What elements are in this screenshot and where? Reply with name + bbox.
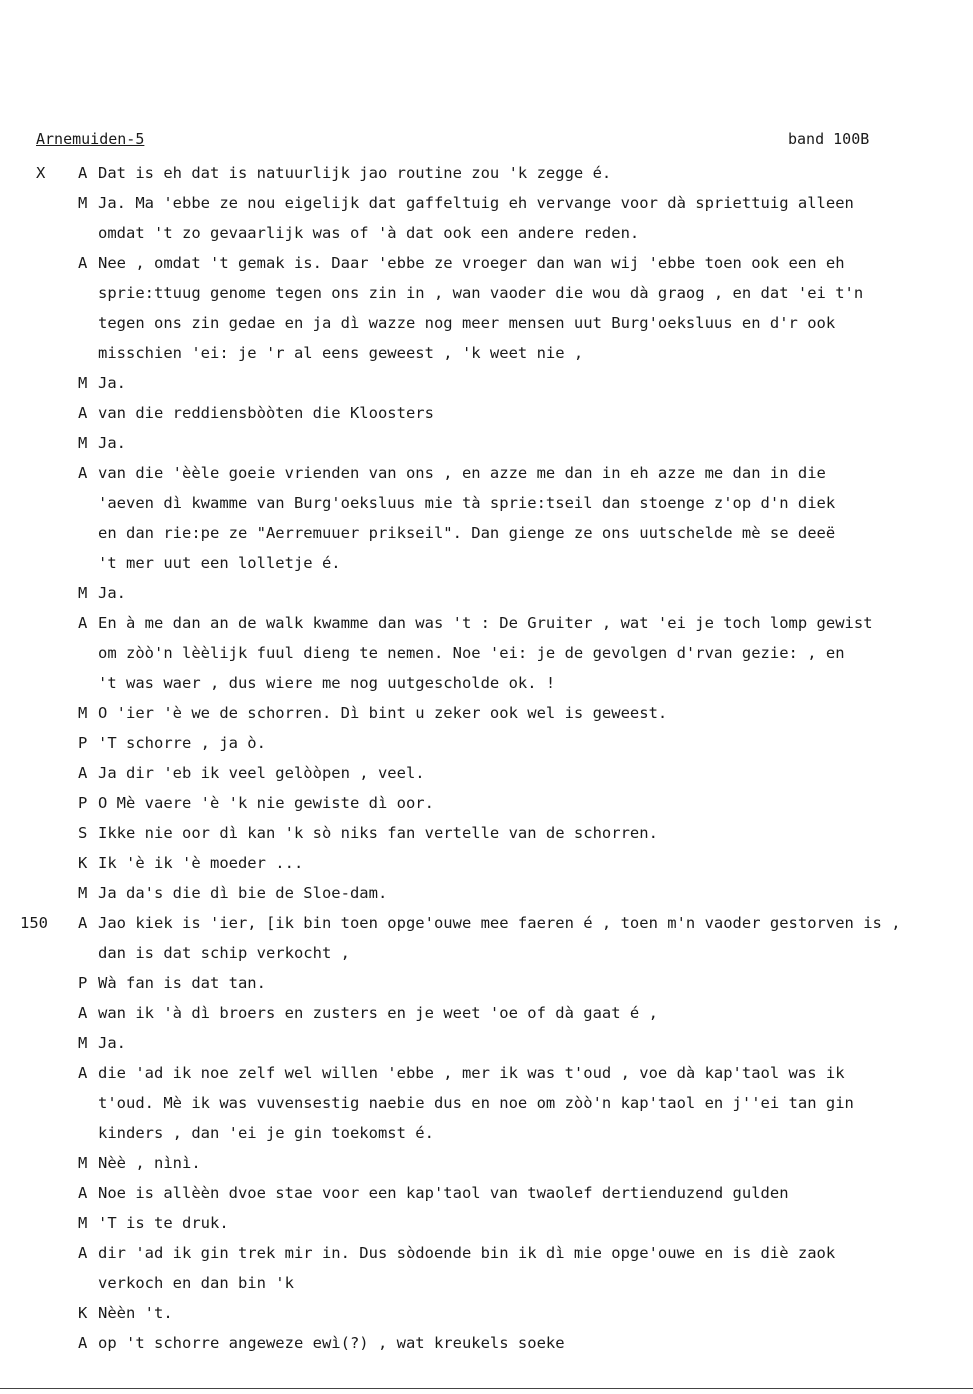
transcript-line — [0, 458, 973, 488]
line-text: Noe is allèèn dvoe stae voor een kap'taol van twaolef dertienduzend gulden — [98, 1184, 789, 1202]
transcript-line — [0, 248, 973, 278]
line-text: Ja dir 'eb ik veel gelòòpen , veel. — [98, 764, 425, 782]
speaker-label: A — [78, 1334, 88, 1352]
speaker-label: A — [78, 1064, 88, 1082]
transcript-line — [0, 878, 973, 908]
transcript-line — [0, 728, 973, 758]
speaker-label: K — [78, 854, 88, 872]
transcript-line — [0, 188, 973, 218]
transcript-line — [0, 1208, 973, 1238]
speaker-label: M — [78, 1214, 88, 1232]
transcript-line — [0, 758, 973, 788]
line-text: Dat is eh dat is natuurlijk jao routine zou 'k zegge é. — [98, 164, 612, 182]
transcript-line — [0, 278, 973, 308]
speaker-label: A — [78, 164, 88, 182]
transcript-line — [0, 1118, 973, 1148]
transcript-line — [0, 578, 973, 608]
line-text: en dan rie:pe ze "Aerremuuer prikseil". Dan gienge ze ons uutschelde mè se deeë — [98, 524, 836, 542]
line-text: Ja. — [98, 584, 126, 602]
transcript-line — [0, 818, 973, 848]
transcript-line — [0, 1028, 973, 1058]
transcript-line — [0, 1238, 973, 1268]
transcript-line — [0, 1088, 973, 1118]
transcript-line — [0, 308, 973, 338]
line-text: 't mer uut een lolletje é. — [98, 554, 341, 572]
line-text: dir 'ad ik gin trek mir in. Dus sòdoende bin ik dì mie opge'ouwe en is diè zaok — [98, 1244, 836, 1262]
speaker-label: A — [78, 914, 88, 932]
line-text: om zòò'n lèèlijk fuul dieng te nemen. Noe 'ei: je de gevolgen d'rvan gezie: , en — [98, 644, 845, 662]
line-text: van die reddiensbòòten die Kloosters — [98, 404, 434, 422]
line-text: t'oud. Mè ik was vuvensestig naebie dus en noe om zòò'n kap'taol en j''ei tan gin — [98, 1094, 854, 1112]
transcript-line — [0, 908, 973, 938]
transcript-line — [0, 1328, 973, 1358]
transcript-line — [0, 158, 973, 188]
line-text: Ja da's die dì bie de Sloe-dam. — [98, 884, 388, 902]
speaker-label: P — [78, 974, 88, 992]
speaker-label: M — [78, 584, 88, 602]
line-text: O 'ier 'è we de schorren. Dì bint u zeker ook wel is geweest. — [98, 704, 668, 722]
line-text: 'T is te druk. — [98, 1214, 229, 1232]
line-text: verkoch en dan bin 'k — [98, 1274, 294, 1292]
document-title: Arnemuiden-5 — [36, 130, 145, 148]
transcript-line — [0, 938, 973, 968]
speaker-label: A — [78, 254, 88, 272]
speaker-label: M — [78, 1154, 88, 1172]
speaker-label: P — [78, 734, 88, 752]
line-text: Jao kiek is 'ier, [ik bin toen opge'ouwe mee faeren é , toen m'n vaoder gestorven is , — [98, 914, 901, 932]
transcript-line — [0, 1298, 973, 1328]
transcript-line — [0, 548, 973, 578]
line-text: 'aeven dì kwamme van Burg'oeksluus mie tà sprie:tseil dan stoenge z'op d'n diek — [98, 494, 836, 512]
line-text: misschien 'ei: je 'r al eens geweest , 'k weet nie , — [98, 344, 584, 362]
line-text: Ik 'è ik 'è moeder ... — [98, 854, 304, 872]
speaker-label: M — [78, 1034, 88, 1052]
transcript-line — [0, 1148, 973, 1178]
transcript-line — [0, 428, 973, 458]
line-text: van die 'èèle goeie vrienden van ons , en azze me dan in eh azze me dan in die — [98, 464, 826, 482]
transcript-line — [0, 848, 973, 878]
speaker-label: M — [78, 194, 88, 212]
transcript-lines — [0, 158, 973, 1358]
line-text: Nèè , nìnì. — [98, 1154, 201, 1172]
speaker-label: M — [78, 434, 88, 452]
transcript-line — [0, 218, 973, 248]
line-text: omdat 't zo gevaarlijk was of 'à dat ook een andere reden. — [98, 224, 640, 242]
transcript-line — [0, 668, 973, 698]
speaker-label: S — [78, 824, 88, 842]
line-text: 'T schorre , ja ò. — [98, 734, 266, 752]
speaker-label: P — [78, 794, 88, 812]
margin-mark: X — [36, 164, 46, 182]
transcript-line — [0, 608, 973, 638]
line-text: Nee , omdat 't gemak is. Daar 'ebbe ze vroeger dan wan wij 'ebbe toen ook een eh — [98, 254, 845, 272]
transcript-line — [0, 488, 973, 518]
band-label: band 100B — [788, 130, 870, 148]
transcript-line — [0, 968, 973, 998]
speaker-label: K — [78, 1304, 88, 1322]
line-text: Ja. — [98, 374, 126, 392]
transcript-line — [0, 638, 973, 668]
speaker-label: A — [78, 1184, 88, 1202]
transcript-line — [0, 998, 973, 1028]
speaker-label: A — [78, 614, 88, 632]
line-text: Nèèn 't. — [98, 1304, 173, 1322]
line-text: 't was waer , dus wiere me nog uutgescholde ok. ! — [98, 674, 556, 692]
line-text: tegen ons zin gedae en ja dì wazze nog meer mensen uut Burg'oeksluus en d'r ook — [98, 314, 836, 332]
line-text: En à me dan an de walk kwamme dan was 't : De Gruiter , wat 'ei je toch lomp gewist — [98, 614, 873, 632]
line-text: sprie:ttuug genome tegen ons zin in , wan vaoder die wou dà graog , en dat 'ei t'n — [98, 284, 864, 302]
speaker-label: M — [78, 704, 88, 722]
line-text: kinders , dan 'ei je gin toekomst é. — [98, 1124, 434, 1142]
transcript-line — [0, 338, 973, 368]
transcript-line — [0, 1058, 973, 1088]
speaker-label: A — [78, 464, 88, 482]
line-text: Ikke nie oor dì kan 'k sò niks fan vertelle van de schorren. — [98, 824, 658, 842]
line-text: Wà fan is dat tan. — [98, 974, 266, 992]
transcript-line — [0, 1268, 973, 1298]
speaker-label: A — [78, 764, 88, 782]
line-text: op 't schorre angeweze ewì(?) , wat kreukels soeke — [98, 1334, 565, 1352]
transcript-line — [0, 368, 973, 398]
speaker-label: M — [78, 884, 88, 902]
line-text: Ja. — [98, 434, 126, 452]
transcript-line — [0, 1178, 973, 1208]
line-text: O Mè vaere 'è 'k nie gewiste dì oor. — [98, 794, 434, 812]
line-text: wan ik 'à dì broers en zusters en je weet 'oe of dà gaat é , — [98, 1004, 658, 1022]
line-text: die 'ad ik noe zelf wel willen 'ebbe , mer ik was t'oud , voe dà kap'taol was ik — [98, 1064, 845, 1082]
transcript-line — [0, 518, 973, 548]
speaker-label: M — [78, 374, 88, 392]
line-text: Ja. — [98, 1034, 126, 1052]
speaker-label: A — [78, 1244, 88, 1262]
transcript-line — [0, 788, 973, 818]
line-number: 150 — [20, 914, 48, 932]
bottom-rule — [0, 1388, 973, 1389]
line-text: Ja. Ma 'ebbe ze nou eigelijk dat gaffeltuig eh vervange voor dà spriettuig alleen — [98, 194, 854, 212]
transcript-line — [0, 698, 973, 728]
line-text: dan is dat schip verkocht , — [98, 944, 350, 962]
speaker-label: A — [78, 404, 88, 422]
speaker-label: A — [78, 1004, 88, 1022]
transcript-line — [0, 398, 973, 428]
